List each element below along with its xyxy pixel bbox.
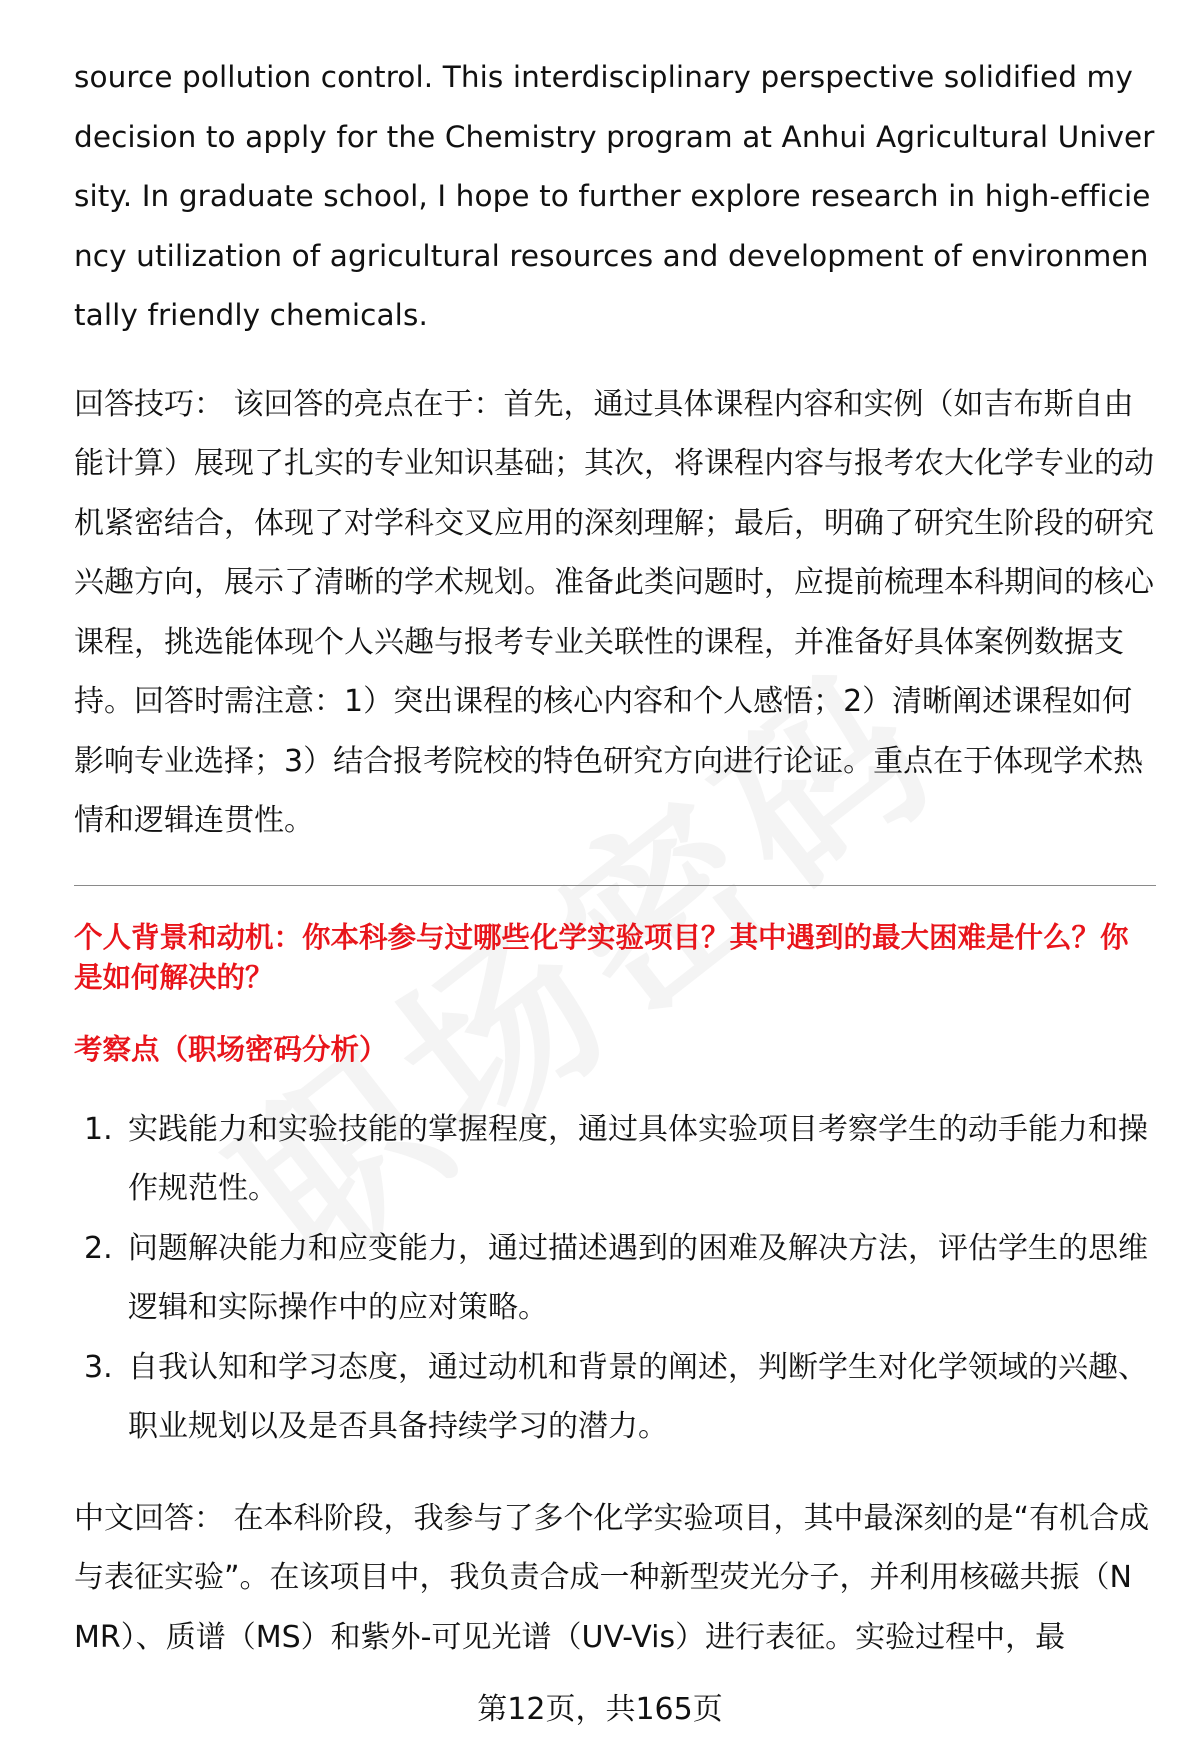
question-heading: 个人背景和动机：你本科参与过哪些化学实验项目？其中遇到的最大困难是什么？你是如何解决的？ [74,920,1129,994]
exam-points-title: 考察点（职场密码分析） [74,1032,388,1066]
chinese-answer-paragraph: 中文回答： 在本科阶段，我参与了多个化学实验项目，其中最深刻的是“有机合成与表征实验”。在该项目中，我负责合成一种新型荧光分子，并利用核磁共振（NMR）、质谱（MS）和紫外-可见光谱（UV-Vis）进行表征。实验过程中，最 [74,1500,1150,1655]
document-page [74,48,1156,1667]
list-item [74,1338,1156,1457]
list-item-number: 1. [84,1111,113,1147]
intro-paragraph-en: source pollution control. This interdisciplinary perspective solidified my decision to apply for the Chemistry program at Anhui Agricultural University. In graduate school, I hope to further explore research in high-efficiency utilization of agricultural resources and development of environmentally friendly chemicals. [74,60,1155,332]
list-item-text: 问题解决能力和应变能力，通过描述遇到的困难及解决方法，评估学生的思维逻辑和实际操作中的应对策略。 [128,1230,1148,1325]
section-divider [74,885,1156,886]
list-item [74,1219,1156,1338]
list-item-text: 实践能力和实验技能的掌握程度，通过具体实验项目考察学生的动手能力和操作规范性。 [128,1111,1148,1206]
exam-points-list [74,1100,1156,1457]
list-item-text: 自我认知和学习态度，通过动机和背景的阐述，判断学生对化学领域的兴趣、职业规划以及是否具备持续学习的潜力。 [128,1349,1148,1444]
answer-tips-paragraph: 回答技巧： 该回答的亮点在于：首先，通过具体课程内容和实例（如吉布斯自由能计算）展现了扎实的专业知识基础；其次，将课程内容与报考农大化学专业的动机紧密结合，体现了对学科交叉应用的深刻理解；最后，明确了研究生阶段的研究兴趣方向，展示了清晰的学术规划。准备此类问题时，应提前梳理本科期间的核心课程，挑选能体现个人兴趣与报考专业关联性的课程，并准备好具体案例数据支持。回答时需注意：1）突出课程的核心内容和个人感悟；2）清晰阐述课程如何影响专业选择；3）结合报考院校的特色研究方向进行论证。重点在于体现学术热情和逻辑连贯性。 [74,386,1154,838]
list-item [74,1100,1156,1219]
page-number-footer: 第12页，共165页 [477,1692,723,1727]
list-item-number: 3. [84,1349,113,1385]
list-item-number: 2. [84,1230,113,1266]
